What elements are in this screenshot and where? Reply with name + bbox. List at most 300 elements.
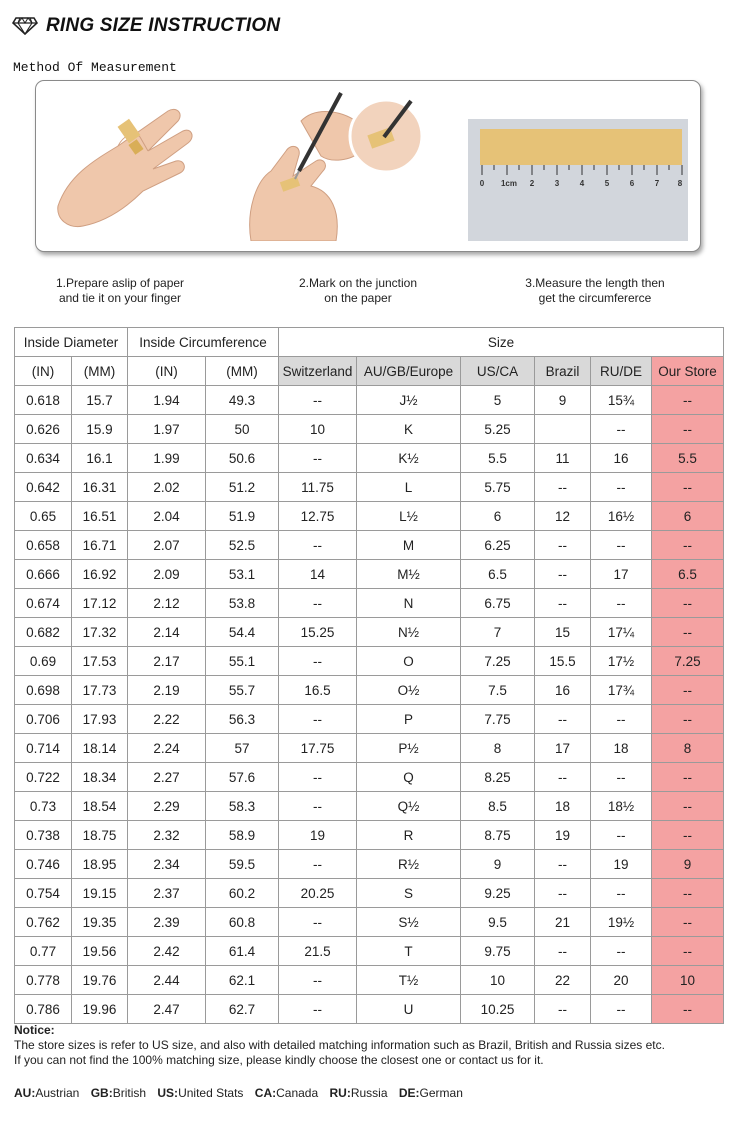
- cell-au-gb-europe: N: [357, 589, 461, 618]
- table-row: [15, 676, 724, 705]
- cell-diameter-in: 0.746: [15, 850, 72, 879]
- cell-ru-de: 17: [591, 560, 652, 589]
- cell-brazil: 18: [535, 792, 591, 821]
- table-row: [15, 589, 724, 618]
- subheader-diameter-in: (IN): [15, 357, 72, 386]
- cell-brazil: --: [535, 763, 591, 792]
- table-row: [15, 995, 724, 1024]
- cell-brazil: 12: [535, 502, 591, 531]
- notice-line: The store sizes is refer to US size, and also with detailed matching information such as Brazil, British and Russia sizes etc.: [14, 1038, 665, 1052]
- cell-us-ca: 8.25: [461, 763, 535, 792]
- cell-ru-de: --: [591, 415, 652, 444]
- cell-our-store: --: [652, 531, 724, 560]
- cell-circumference-mm: 54.4: [206, 618, 279, 647]
- cell-switzerland: 19: [279, 821, 357, 850]
- cell-our-store: 7.25: [652, 647, 724, 676]
- step-line: 1.Prepare aslip of paper: [55, 276, 185, 290]
- cell-diameter-in: 0.73: [15, 792, 72, 821]
- cell-us-ca: 9.5: [461, 908, 535, 937]
- cell-diameter-in: 0.714: [15, 734, 72, 763]
- header-inside-circumference: Inside Circumference: [128, 328, 279, 357]
- table-row: [15, 415, 724, 444]
- cell-us-ca: 8.75: [461, 821, 535, 850]
- cell-switzerland: --: [279, 995, 357, 1024]
- cell-circumference-in: 2.27: [128, 763, 206, 792]
- cell-our-store: 6.5: [652, 560, 724, 589]
- cell-diameter-mm: 19.76: [72, 966, 128, 995]
- notice-title: Notice:: [14, 1023, 55, 1037]
- cell-diameter-mm: 19.56: [72, 937, 128, 966]
- cell-our-store: --: [652, 763, 724, 792]
- cell-au-gb-europe: K: [357, 415, 461, 444]
- cell-circumference-in: 2.37: [128, 879, 206, 908]
- cell-brazil: --: [535, 560, 591, 589]
- cell-au-gb-europe: N½: [357, 618, 461, 647]
- cell-circumference-mm: 50: [206, 415, 279, 444]
- cell-us-ca: 7.5: [461, 676, 535, 705]
- subheader-brazil: Brazil: [535, 357, 591, 386]
- cell-our-store: 10: [652, 966, 724, 995]
- cell-circumference-mm: 53.1: [206, 560, 279, 589]
- cell-circumference-mm: 61.4: [206, 937, 279, 966]
- subheader-our-store: Our Store: [652, 357, 724, 386]
- diamond-icon: [12, 17, 38, 35]
- cell-circumference-mm: 51.2: [206, 473, 279, 502]
- cell-brazil: --: [535, 850, 591, 879]
- legend-name: German: [419, 1086, 463, 1100]
- cell-diameter-mm: 16.92: [72, 560, 128, 589]
- cell-diameter-mm: 17.73: [72, 676, 128, 705]
- cell-circumference-mm: 58.3: [206, 792, 279, 821]
- cell-our-store: --: [652, 415, 724, 444]
- step-1-caption: [40, 276, 200, 306]
- cell-diameter-mm: 16.71: [72, 531, 128, 560]
- hand-with-paper-image: [48, 91, 193, 241]
- cell-diameter-in: 0.666: [15, 560, 72, 589]
- cell-circumference-in: 2.39: [128, 908, 206, 937]
- legend-name: Russia: [350, 1086, 388, 1100]
- cell-diameter-in: 0.786: [15, 995, 72, 1024]
- cell-circumference-mm: 55.7: [206, 676, 279, 705]
- measurement-photos: [35, 80, 701, 252]
- cell-diameter-mm: 16.31: [72, 473, 128, 502]
- legend-name: Canada: [276, 1086, 319, 1100]
- cell-au-gb-europe: K½: [357, 444, 461, 473]
- notice: [14, 1023, 724, 1068]
- cell-brazil: 19: [535, 821, 591, 850]
- group-header-row: [15, 328, 724, 357]
- cell-switzerland: --: [279, 792, 357, 821]
- cell-switzerland: --: [279, 386, 357, 415]
- cell-ru-de: 17½: [591, 647, 652, 676]
- cell-us-ca: 7.25: [461, 647, 535, 676]
- cell-diameter-in: 0.674: [15, 589, 72, 618]
- cell-ru-de: 16½: [591, 502, 652, 531]
- step-line: 2.Mark on the junction: [298, 276, 418, 290]
- step-line: on the paper: [324, 291, 392, 305]
- cell-circumference-in: 2.44: [128, 966, 206, 995]
- cell-diameter-in: 0.738: [15, 821, 72, 850]
- table-row: [15, 618, 724, 647]
- cell-our-store: --: [652, 589, 724, 618]
- cell-switzerland: 20.25: [279, 879, 357, 908]
- cell-switzerland: --: [279, 966, 357, 995]
- ruler-label: 1cm: [500, 179, 518, 188]
- cell-us-ca: 7: [461, 618, 535, 647]
- cell-au-gb-europe: L: [357, 473, 461, 502]
- cell-brazil: --: [535, 995, 591, 1024]
- cell-au-gb-europe: P½: [357, 734, 461, 763]
- cell-circumference-in: 2.42: [128, 937, 206, 966]
- cell-diameter-mm: 18.54: [72, 792, 128, 821]
- table-row: [15, 850, 724, 879]
- cell-us-ca: 8.5: [461, 792, 535, 821]
- cell-au-gb-europe: S: [357, 879, 461, 908]
- cell-diameter-mm: 18.34: [72, 763, 128, 792]
- cell-brazil: 11: [535, 444, 591, 473]
- cell-circumference-in: 1.94: [128, 386, 206, 415]
- cell-au-gb-europe: L½: [357, 502, 461, 531]
- cell-diameter-mm: 19.15: [72, 879, 128, 908]
- ruler-image: [468, 91, 688, 241]
- cell-us-ca: 6: [461, 502, 535, 531]
- ring-size-table: [14, 327, 724, 1024]
- cell-circumference-mm: 62.1: [206, 966, 279, 995]
- cell-au-gb-europe: Q: [357, 763, 461, 792]
- ruler-label: 8: [677, 179, 683, 188]
- cell-diameter-mm: 17.32: [72, 618, 128, 647]
- cell-ru-de: --: [591, 589, 652, 618]
- cell-diameter-in: 0.722: [15, 763, 72, 792]
- cell-ru-de: --: [591, 531, 652, 560]
- table-row: [15, 966, 724, 995]
- table-row: [15, 792, 724, 821]
- cell-us-ca: 6.25: [461, 531, 535, 560]
- cell-au-gb-europe: T½: [357, 966, 461, 995]
- cell-ru-de: 17¾: [591, 676, 652, 705]
- cell-circumference-in: 2.29: [128, 792, 206, 821]
- legend-item: [399, 1086, 463, 1100]
- cell-brazil: --: [535, 589, 591, 618]
- cell-us-ca: 10: [461, 966, 535, 995]
- cell-diameter-in: 0.618: [15, 386, 72, 415]
- subheader-circumference-mm: (MM): [206, 357, 279, 386]
- cell-circumference-in: 2.24: [128, 734, 206, 763]
- cell-circumference-mm: 57: [206, 734, 279, 763]
- cell-switzerland: --: [279, 850, 357, 879]
- cell-ru-de: 17¼: [591, 618, 652, 647]
- cell-switzerland: 11.75: [279, 473, 357, 502]
- table-row: [15, 937, 724, 966]
- cell-diameter-mm: 15.7: [72, 386, 128, 415]
- cell-circumference-in: 2.09: [128, 560, 206, 589]
- table-row: [15, 879, 724, 908]
- step-3-caption: [505, 276, 685, 306]
- cell-circumference-mm: 59.5: [206, 850, 279, 879]
- cell-circumference-in: 2.19: [128, 676, 206, 705]
- cell-brazil: --: [535, 937, 591, 966]
- cell-diameter-in: 0.778: [15, 966, 72, 995]
- cell-circumference-mm: 51.9: [206, 502, 279, 531]
- legend-code: US:: [157, 1086, 179, 1100]
- cell-diameter-in: 0.77: [15, 937, 72, 966]
- cell-brazil: --: [535, 531, 591, 560]
- table-row: [15, 444, 724, 473]
- cell-switzerland: 16.5: [279, 676, 357, 705]
- cell-switzerland: 10: [279, 415, 357, 444]
- table-row: [15, 386, 724, 415]
- cell-circumference-in: 1.97: [128, 415, 206, 444]
- cell-ru-de: --: [591, 821, 652, 850]
- cell-diameter-mm: 17.12: [72, 589, 128, 618]
- cell-circumference-mm: 62.7: [206, 995, 279, 1024]
- cell-our-store: --: [652, 995, 724, 1024]
- cell-our-store: --: [652, 821, 724, 850]
- step-line: get the circumfererce: [538, 291, 652, 305]
- cell-switzerland: --: [279, 531, 357, 560]
- subheader-diameter-mm: (MM): [72, 357, 128, 386]
- cell-circumference-mm: 52.5: [206, 531, 279, 560]
- cell-switzerland: 21.5: [279, 937, 357, 966]
- legend-name: Austrian: [35, 1086, 80, 1100]
- cell-circumference-mm: 53.8: [206, 589, 279, 618]
- cell-switzerland: --: [279, 763, 357, 792]
- cell-switzerland: --: [279, 589, 357, 618]
- method-label: Method Of Measurement: [13, 60, 177, 75]
- ruler-label: 3: [554, 179, 560, 188]
- cell-ru-de: 18½: [591, 792, 652, 821]
- cell-au-gb-europe: U: [357, 995, 461, 1024]
- cell-circumference-in: 1.99: [128, 444, 206, 473]
- cell-circumference-in: 2.04: [128, 502, 206, 531]
- cell-brazil: [535, 415, 591, 444]
- cell-diameter-mm: 18.95: [72, 850, 128, 879]
- cell-diameter-in: 0.706: [15, 705, 72, 734]
- cell-switzerland: 12.75: [279, 502, 357, 531]
- cell-circumference-mm: 60.2: [206, 879, 279, 908]
- ruler-label: 4: [579, 179, 585, 188]
- cell-au-gb-europe: O: [357, 647, 461, 676]
- legend-item: [330, 1086, 388, 1100]
- legend-code: AU:: [14, 1086, 36, 1100]
- cell-diameter-mm: 19.35: [72, 908, 128, 937]
- cell-diameter-mm: 18.14: [72, 734, 128, 763]
- header-inside-diameter: Inside Diameter: [15, 328, 128, 357]
- cell-au-gb-europe: M½: [357, 560, 461, 589]
- cell-switzerland: --: [279, 444, 357, 473]
- cell-diameter-mm: 17.93: [72, 705, 128, 734]
- cell-our-store: --: [652, 792, 724, 821]
- cell-circumference-mm: 58.9: [206, 821, 279, 850]
- table-row: [15, 560, 724, 589]
- cell-diameter-in: 0.762: [15, 908, 72, 937]
- subheader-au-gb-europe: AU/GB/Europe: [357, 357, 461, 386]
- table-row: [15, 705, 724, 734]
- cell-us-ca: 6.75: [461, 589, 535, 618]
- cell-ru-de: --: [591, 705, 652, 734]
- cell-diameter-in: 0.698: [15, 676, 72, 705]
- ruler-label: 2: [529, 179, 535, 188]
- page-title: RING SIZE INSTRUCTION: [46, 15, 281, 36]
- header-size: Size: [279, 328, 724, 357]
- legend-name: United Stats: [178, 1086, 244, 1100]
- cell-us-ca: 5.75: [461, 473, 535, 502]
- cell-brazil: --: [535, 473, 591, 502]
- ruler-label: 7: [654, 179, 660, 188]
- cell-ru-de: --: [591, 995, 652, 1024]
- cell-circumference-in: 2.47: [128, 995, 206, 1024]
- cell-ru-de: --: [591, 473, 652, 502]
- cell-au-gb-europe: P: [357, 705, 461, 734]
- cell-diameter-in: 0.658: [15, 531, 72, 560]
- cell-ru-de: 20: [591, 966, 652, 995]
- step-captions: [0, 276, 739, 312]
- legend-item: [157, 1086, 243, 1100]
- cell-au-gb-europe: S½: [357, 908, 461, 937]
- cell-us-ca: 5.5: [461, 444, 535, 473]
- cell-diameter-in: 0.69: [15, 647, 72, 676]
- cell-us-ca: 7.75: [461, 705, 535, 734]
- cell-our-store: --: [652, 473, 724, 502]
- table-row: [15, 531, 724, 560]
- cell-us-ca: 6.5: [461, 560, 535, 589]
- table-row: [15, 647, 724, 676]
- cell-circumference-mm: 57.6: [206, 763, 279, 792]
- cell-us-ca: 8: [461, 734, 535, 763]
- cell-us-ca: 9: [461, 850, 535, 879]
- cell-diameter-in: 0.754: [15, 879, 72, 908]
- cell-circumference-in: 2.32: [128, 821, 206, 850]
- legend-code: RU:: [329, 1086, 351, 1100]
- cell-our-store: --: [652, 386, 724, 415]
- cell-brazil: 9: [535, 386, 591, 415]
- cell-us-ca: 9.25: [461, 879, 535, 908]
- cell-circumference-in: 2.34: [128, 850, 206, 879]
- cell-circumference-in: 2.14: [128, 618, 206, 647]
- table-row: [15, 734, 724, 763]
- cell-our-store: --: [652, 618, 724, 647]
- step-2-caption: [278, 276, 438, 306]
- cell-au-gb-europe: M: [357, 531, 461, 560]
- table-row: [15, 473, 724, 502]
- table-row: [15, 821, 724, 850]
- cell-our-store: 9: [652, 850, 724, 879]
- cell-circumference-in: 2.17: [128, 647, 206, 676]
- cell-ru-de: 16: [591, 444, 652, 473]
- cell-ru-de: --: [591, 763, 652, 792]
- cell-our-store: 6: [652, 502, 724, 531]
- cell-au-gb-europe: R½: [357, 850, 461, 879]
- cell-brazil: --: [535, 705, 591, 734]
- legend-code: CA:: [254, 1086, 277, 1100]
- cell-diameter-in: 0.626: [15, 415, 72, 444]
- cell-ru-de: 15¾: [591, 386, 652, 415]
- cell-circumference-mm: 55.1: [206, 647, 279, 676]
- cell-circumference-in: 2.07: [128, 531, 206, 560]
- step-line: and tie it on your finger: [58, 291, 182, 305]
- cell-switzerland: 14: [279, 560, 357, 589]
- cell-switzerland: --: [279, 908, 357, 937]
- cell-diameter-in: 0.682: [15, 618, 72, 647]
- cell-au-gb-europe: Q½: [357, 792, 461, 821]
- cell-our-store: --: [652, 937, 724, 966]
- cell-diameter-mm: 16.51: [72, 502, 128, 531]
- ruler-label: 6: [629, 179, 635, 188]
- cell-ru-de: --: [591, 879, 652, 908]
- cell-diameter-mm: 18.75: [72, 821, 128, 850]
- legend-item: [255, 1086, 318, 1100]
- subheader-switzerland: Switzerland: [279, 357, 357, 386]
- legend-item: [91, 1086, 146, 1100]
- cell-brazil: 16: [535, 676, 591, 705]
- cell-our-store: 8: [652, 734, 724, 763]
- cell-au-gb-europe: J½: [357, 386, 461, 415]
- cell-diameter-in: 0.642: [15, 473, 72, 502]
- table-row: [15, 763, 724, 792]
- step-line: 3.Measure the length then: [525, 276, 665, 290]
- cell-brazil: 22: [535, 966, 591, 995]
- cell-diameter-mm: 17.53: [72, 647, 128, 676]
- country-legend: [14, 1086, 471, 1100]
- cell-switzerland: 17.75: [279, 734, 357, 763]
- cell-brazil: --: [535, 879, 591, 908]
- cell-us-ca: 5.25: [461, 415, 535, 444]
- marking-paper-image: [241, 91, 421, 241]
- cell-circumference-mm: 49.3: [206, 386, 279, 415]
- cell-switzerland: 15.25: [279, 618, 357, 647]
- cell-ru-de: 18: [591, 734, 652, 763]
- legend-name: British: [112, 1086, 147, 1100]
- cell-diameter-in: 0.634: [15, 444, 72, 473]
- cell-switzerland: --: [279, 647, 357, 676]
- cell-our-store: --: [652, 908, 724, 937]
- cell-us-ca: 5: [461, 386, 535, 415]
- subheader-ru-de: RU/DE: [591, 357, 652, 386]
- cell-au-gb-europe: O½: [357, 676, 461, 705]
- table-row: [15, 908, 724, 937]
- cell-au-gb-europe: T: [357, 937, 461, 966]
- cell-diameter-mm: 15.9: [72, 415, 128, 444]
- cell-circumference-in: 2.02: [128, 473, 206, 502]
- cell-au-gb-europe: R: [357, 821, 461, 850]
- cell-ru-de: 19½: [591, 908, 652, 937]
- cell-our-store: 5.5: [652, 444, 724, 473]
- legend-code: DE:: [398, 1086, 420, 1100]
- cell-us-ca: 10.25: [461, 995, 535, 1024]
- cell-circumference-mm: 60.8: [206, 908, 279, 937]
- cell-brazil: 17: [535, 734, 591, 763]
- cell-ru-de: --: [591, 937, 652, 966]
- ruler-label: 5: [604, 179, 610, 188]
- title-row: [12, 12, 280, 40]
- subheader-us-ca: US/CA: [461, 357, 535, 386]
- cell-our-store: --: [652, 705, 724, 734]
- notice-line: If you can not find the 100% matching size, please kindly choose the closest one or contact us for it.: [14, 1053, 544, 1067]
- legend-code: GB:: [90, 1086, 113, 1100]
- cell-diameter-in: 0.65: [15, 502, 72, 531]
- ruler-label: 0: [479, 179, 485, 188]
- subheader-circumference-in: (IN): [128, 357, 206, 386]
- cell-diameter-mm: 19.96: [72, 995, 128, 1024]
- cell-our-store: --: [652, 676, 724, 705]
- cell-switzerland: --: [279, 705, 357, 734]
- cell-our-store: --: [652, 879, 724, 908]
- cell-circumference-in: 2.12: [128, 589, 206, 618]
- cell-ru-de: 19: [591, 850, 652, 879]
- cell-brazil: 21: [535, 908, 591, 937]
- cell-diameter-mm: 16.1: [72, 444, 128, 473]
- cell-us-ca: 9.75: [461, 937, 535, 966]
